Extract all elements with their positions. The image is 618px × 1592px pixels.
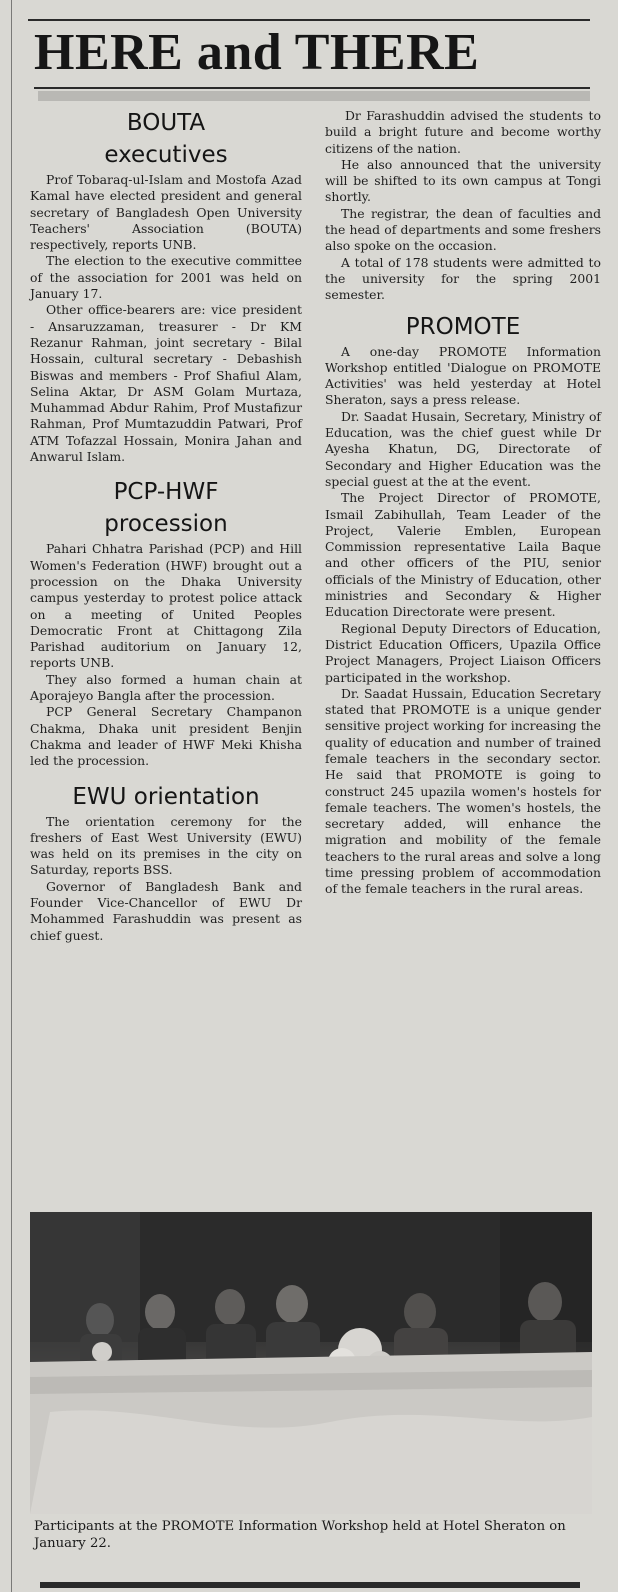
article-paragraph: Regional Deputy Directors of Education, District Education Officers, Upazila Office Project Managers, Project Liaison Officers participated in the workshop.: [325, 620, 601, 685]
article-paragraph: Other office-bearers are: vice president - Ansaruzzaman, treasurer - Dr KM Rezanur Rahman, joint secretary - Bilal Hossain, cultural secretary - Debashish Biswas and members - Prof Shafiul Alam, Selina Aktar, Dr ASM Golam Murtaza, Muhammad Abdur Rahim, Prof Mustafizur Rahman, Prof Mumtazuddin Patwari, Prof ATM Tofazzal Hossain, Monira Jahan and Anwarul Islam.: [30, 302, 302, 465]
article-paragraph: Dr Farashuddin advised the students to build a bright future and become worthy citizens of the nation.: [325, 108, 601, 156]
article-paragraph: PCP General Secretary Champanon Chakma, Dhaka unit president Benjin Chakma and leader of HWF Meki Khisha led the procession.: [30, 704, 302, 769]
article-paragraph: A one-day PROMOTE Information Workshop entitled 'Dialogue on PROMOTE Activities' was held yesterday at Hotel Sheraton, says a press release.: [325, 343, 601, 408]
article-paragraph: Prof Tobaraq-ul-Islam and Mostofa Azad Kamal have elected president and general secretary of Bangladesh Open University Teachers' Association (BOUTA) respectively, reports UNB.: [30, 172, 302, 253]
top-rule: [28, 19, 590, 21]
masthead-rule: [34, 87, 590, 89]
article-bouta: [30, 108, 302, 465]
article-headline: BOUTA: [126, 110, 206, 136]
section-masthead: HERE and THERE: [34, 24, 480, 81]
article-paragraph: The registrar, the dean of faculties and the head of departments and some freshers also spoke on the occasion.: [325, 205, 601, 254]
article-ewu: [30, 782, 302, 944]
article-paragraph: Pahari Chhatra Parishad (PCP) and Hill Women's Federation (HWF) brought out a procession on the Dhaka University campus yesterday to protest police attack on a meeting of United Peoples Democratic Front at Chittagong Zila Parishad auditorium on January 12, reports UNB.: [30, 541, 302, 671]
article-pcp-hwf: [30, 477, 302, 769]
article-paragraph: Governor of Bangladesh Bank and Founder Vice-Chancellor of EWU Dr Mohammed Farashuddin was present as chief guest.: [30, 878, 302, 943]
article-paragraph: He also announced that the university will be shifted to its own campus at Tongi shortly.: [325, 156, 601, 205]
right-column: [325, 108, 601, 898]
masthead-shade-bar: [38, 91, 590, 101]
article-ewu-continued: [325, 108, 601, 304]
bottom-rule: [40, 1582, 580, 1588]
article-headline: EWU orientation: [72, 783, 260, 810]
article-headline: PROMOTE: [405, 313, 521, 340]
article-paragraph: The election to the executive committee of the association for 2001 was held on January 17.: [30, 253, 302, 302]
article-promote: [325, 312, 601, 898]
article-paragraph: Dr. Saadat Husain, Secretary, Ministry of Education, was the chief guest while Dr Ayesha Khatun, DG, Directorate of Secondary and Higher Education was the special guest at the at the event.: [325, 408, 601, 489]
article-headline-line2: procession: [104, 511, 228, 538]
article-paragraph: The orientation ceremony for the freshers of East West University (EWU) was held on its premises in the city on Saturday, reports BSS.: [30, 813, 302, 878]
left-column: [30, 108, 302, 944]
article-paragraph: They also formed a human chain at Aporajeyo Bangla after the procession.: [30, 671, 302, 704]
article-headline: PCP-HWF: [113, 479, 219, 506]
article-headline-line2: executives: [104, 142, 228, 168]
article-paragraph: A total of 178 students were admitted to the university for the spring 2001 semester.: [325, 254, 601, 303]
column-divider: [11, 0, 12, 1592]
photo-caption: Participants at the PROMOTE Information Workshop held at Hotel Sheraton on January 22.: [34, 1519, 566, 1551]
photo-illustration: [30, 1212, 592, 1514]
article-paragraph: Dr. Saadat Hussain, Education Secretary stated that PROMOTE is a unique gender sensitive project working for increasing the quality of education and number of trained female teachers in the secondary sector. He said that PROMOTE is going to construct 245 upazila women's hostels for female teachers. The women's hostels, the secretary added, will enhance the migration and mobility of the female teachers to the rural areas and solve a long time pressing problem of accommodation of the female teachers in the rural areas.: [325, 685, 601, 897]
article-paragraph: The Project Director of PROMOTE, Ismail Zabihullah, Team Leader of the Project, Valerie Emblen, European Commission representative Laila Baque and other officers of the PIU, senior officials of the Ministry of Education, other ministries and Secondary & Higher Education Directorate were present.: [325, 490, 601, 620]
workshop-photo: [30, 1212, 592, 1514]
